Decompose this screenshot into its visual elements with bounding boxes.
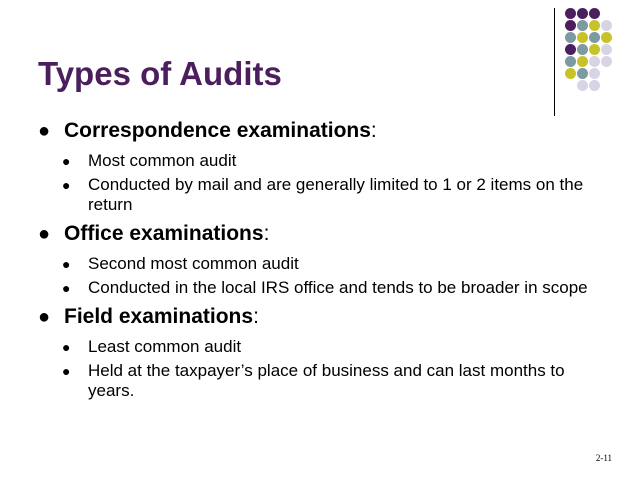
dot xyxy=(565,32,576,43)
bullet-heading-suffix: : xyxy=(253,305,259,328)
bullet-correspondence-examinations xyxy=(38,118,618,144)
bullet-heading: Office examinations xyxy=(64,222,264,245)
bullet-dot-icon: ● xyxy=(62,363,71,379)
bullet-dot-icon: ● xyxy=(38,120,51,142)
bullet-heading-suffix: : xyxy=(263,222,270,245)
slide-title: Types of Audits xyxy=(38,55,282,92)
bullet-dot-icon: ● xyxy=(62,280,71,296)
sub-bullet-text: Most common audit xyxy=(88,151,237,170)
dot xyxy=(601,56,612,67)
sub-bullet-item xyxy=(62,278,608,298)
sub-list xyxy=(62,337,618,401)
vertical-divider xyxy=(554,8,555,116)
dot xyxy=(589,20,600,31)
bullet-dot-icon: ● xyxy=(62,153,71,169)
bullet-dot-icon: ● xyxy=(38,223,51,245)
sub-bullet-text: Second most common audit xyxy=(88,254,299,273)
dot xyxy=(589,8,600,19)
slide-body xyxy=(38,118,618,407)
dot xyxy=(589,80,600,91)
bullet-dot-icon: ● xyxy=(62,256,71,272)
bullet-heading: Field examinations xyxy=(64,305,254,328)
dot xyxy=(577,32,588,43)
sub-bullet-text: Conducted in the local IRS office and tends to be broader in scope xyxy=(88,278,588,297)
bullet-dot-icon: ● xyxy=(62,177,71,193)
dot xyxy=(565,56,576,67)
dot xyxy=(577,68,588,79)
dot xyxy=(565,20,576,31)
dot xyxy=(577,44,588,55)
sub-bullet-text: Conducted by mail and are generally limited to 1 or 2 items on the return xyxy=(88,175,584,214)
sub-list xyxy=(62,254,618,298)
dot xyxy=(565,68,576,79)
dot xyxy=(601,20,612,31)
dot xyxy=(589,32,600,43)
sub-bullet-text: Least common audit xyxy=(88,337,242,356)
sub-bullet-item xyxy=(62,254,608,274)
dot xyxy=(565,44,576,55)
sub-bullet-text: Held at the taxpayer’s place of business and can last months to years. xyxy=(88,361,565,400)
bullet-office-examinations xyxy=(38,221,618,247)
dot xyxy=(577,20,588,31)
sub-bullet-item xyxy=(62,151,608,171)
dot xyxy=(577,56,588,67)
sub-bullet-item xyxy=(62,175,608,215)
dot xyxy=(589,44,600,55)
dot xyxy=(565,8,576,19)
sub-bullet-item xyxy=(62,337,608,357)
bullet-field-examinations xyxy=(38,304,618,330)
dot xyxy=(589,56,600,67)
page-number: 2-11 xyxy=(595,453,612,463)
sub-bullet-item xyxy=(62,361,608,401)
dot xyxy=(577,8,588,19)
bullet-heading-suffix: : xyxy=(370,119,377,142)
dot xyxy=(601,32,612,43)
sub-list xyxy=(62,151,618,215)
bullet-heading: Correspondence examinations xyxy=(64,119,371,142)
dot xyxy=(601,44,612,55)
decorative-dot-grid xyxy=(565,8,625,104)
dot xyxy=(589,68,600,79)
bullet-dot-icon: ● xyxy=(62,339,71,355)
dot xyxy=(577,80,588,91)
bullet-dot-icon: ● xyxy=(38,306,51,328)
